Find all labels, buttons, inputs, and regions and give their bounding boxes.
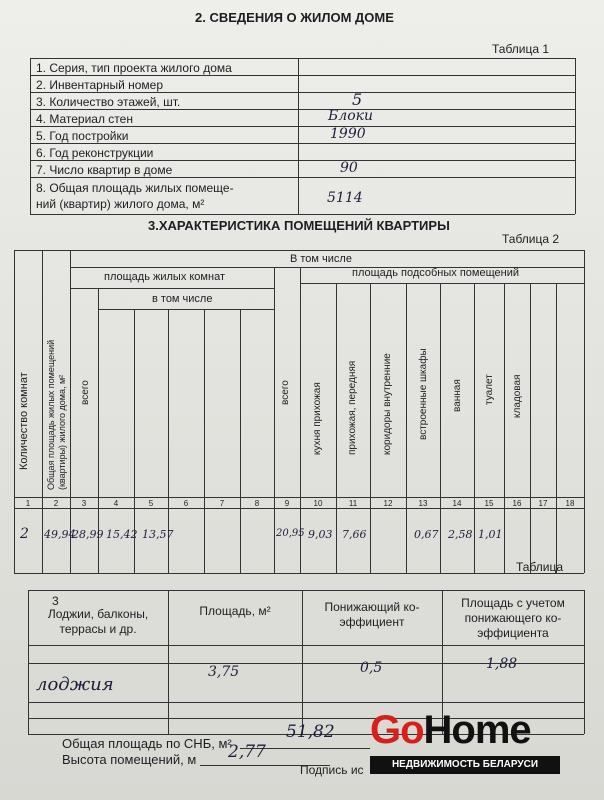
t2-val-bath: 2,58 bbox=[448, 528, 473, 541]
t3-row-coef: 0,5 bbox=[360, 660, 383, 676]
t1-row-6-label: 6. Год реконструкции bbox=[36, 146, 154, 160]
t2-col-corridors: коридоры внутренние bbox=[382, 353, 393, 455]
t2-col-total: Общая площадь жилых помещений (квартиры) жилого дома, м² bbox=[46, 339, 67, 490]
section2-title: 2. СВЕДЕНИЯ О ЖИЛОМ ДОМЕ bbox=[195, 10, 394, 25]
t2-incl-header: в том числе bbox=[152, 293, 213, 305]
t1-row-7-value: 90 bbox=[340, 160, 358, 176]
t1-row-2-label: 2. Инвентарный номер bbox=[36, 78, 164, 92]
height-value: 2,77 bbox=[228, 742, 266, 762]
logo-tagline: НЕДВИЖИМОСТЬ БЕЛАРУСИ bbox=[370, 756, 560, 774]
t2-val-kitchen: 9,03 bbox=[308, 528, 333, 541]
t2-v-tom-chisle: В том числе bbox=[290, 253, 352, 265]
t1-row-5-label: 5. Год постройки bbox=[36, 129, 129, 143]
t2-num-1: 1 bbox=[25, 499, 31, 508]
t2-num-18: 18 bbox=[565, 499, 575, 508]
t2-val-rooms: 2 bbox=[20, 526, 29, 542]
height-label: Высота помещений, м bbox=[62, 752, 197, 767]
t2-col-bath: ванная bbox=[452, 379, 463, 412]
t3-col-adjusted: Площадь с учетом понижающего ко- эффициента bbox=[461, 596, 565, 640]
t2-val-closets: 0,67 bbox=[414, 528, 439, 541]
t2-val-room2: 13,57 bbox=[142, 528, 174, 541]
t2-col-rooms: Количество комнат bbox=[18, 372, 30, 470]
t2-col-closets: встроенные шкафы bbox=[418, 348, 429, 440]
t2-val-living: 28,99 bbox=[72, 528, 104, 541]
t2-num-10: 10 bbox=[313, 499, 323, 508]
t2-num-13: 13 bbox=[418, 499, 428, 508]
t3-col-loggia: Лоджии, балконы, террасы и др. bbox=[47, 607, 149, 636]
t2-num-4: 4 bbox=[113, 499, 119, 508]
table1-label: Таблица 1 bbox=[492, 42, 550, 56]
t2-num-7: 7 bbox=[219, 499, 225, 508]
t2-num-5: 5 bbox=[148, 499, 154, 508]
t3-col-area: Площадь, м² bbox=[199, 604, 271, 618]
t2-aux-header: площадь подсобных помещений bbox=[352, 267, 519, 279]
gohome-logo bbox=[370, 708, 562, 778]
t1-row-3-label: 3. Количество этажей, шт. bbox=[36, 95, 181, 109]
t2-val-total: 49,94 bbox=[44, 528, 76, 541]
table3-number: 3 bbox=[52, 594, 59, 608]
t2-num-9: 9 bbox=[284, 499, 290, 508]
signature-label: Подпись ис bbox=[300, 763, 364, 777]
logo-go: Go bbox=[370, 708, 424, 752]
t2-col-vsego: всего bbox=[80, 380, 91, 405]
t2-num-16: 16 bbox=[512, 499, 522, 508]
t1-row-8-label: 8. Общая площадь жилых помеще- bbox=[36, 181, 234, 195]
t2-val-room1: 15,42 bbox=[106, 528, 138, 541]
t2-num-12: 12 bbox=[383, 499, 393, 508]
t2-col-vsego-aux: всего bbox=[280, 380, 291, 405]
t2-num-8: 8 bbox=[254, 499, 260, 508]
total-area-value: 51,82 bbox=[286, 722, 335, 742]
t3-row-area: 3,75 bbox=[208, 664, 240, 680]
t1-row-4-label: 4. Материал стен bbox=[36, 112, 133, 126]
t2-val-hall: 7,66 bbox=[342, 528, 367, 541]
t2-num-14: 14 bbox=[452, 499, 462, 508]
table2-label: Таблица 2 bbox=[502, 232, 560, 246]
t1-row-4-value: Блоки bbox=[328, 108, 374, 124]
t2-num-3: 3 bbox=[81, 499, 87, 508]
total-area-label: Общая площадь по СНБ, м² bbox=[62, 736, 232, 751]
t1-row-1-label: 1. Серия, тип проекта жилого дома bbox=[36, 61, 232, 75]
t2-num-11: 11 bbox=[348, 499, 358, 508]
t2-col-storage: кладовая bbox=[512, 374, 523, 418]
t3-row-name: лоджия bbox=[36, 674, 114, 695]
logo-home: Home bbox=[423, 708, 531, 752]
t2-num-6: 6 bbox=[183, 499, 189, 508]
t1-row-5-value: 1990 bbox=[330, 126, 366, 142]
t2-num-17: 17 bbox=[538, 499, 548, 508]
table3-label: Таблица bbox=[516, 560, 564, 574]
t1-row-3-value: 5 bbox=[352, 90, 363, 109]
t1-row-8-value: 5114 bbox=[327, 190, 363, 206]
t2-num-15: 15 bbox=[484, 499, 494, 508]
t1-row-8-label-cont: ний (квартир) жилого дома, м² bbox=[36, 197, 205, 211]
t3-row-adjusted: 1,88 bbox=[486, 656, 518, 672]
t3-col-coef: Понижающий ко- эффициент bbox=[324, 600, 420, 629]
section3-title: 3.ХАРАКТЕРИСТИКА ПОМЕЩЕНИЙ КВАРТИРЫ bbox=[148, 218, 450, 233]
t2-num-2: 2 bbox=[53, 499, 59, 508]
t2-living-header: площадь жилых комнат bbox=[104, 271, 225, 283]
t2-val-toilet: 1,01 bbox=[478, 528, 503, 541]
t2-col-hall: прихожая, передняя bbox=[347, 360, 358, 455]
t2-val-aux-total: 20,95 bbox=[276, 528, 305, 539]
t2-col-toilet: туалет bbox=[484, 374, 495, 405]
t1-row-7-label: 7. Число квартир в доме bbox=[36, 163, 173, 177]
t2-col-kitchen: кухня прихожая bbox=[312, 382, 323, 455]
